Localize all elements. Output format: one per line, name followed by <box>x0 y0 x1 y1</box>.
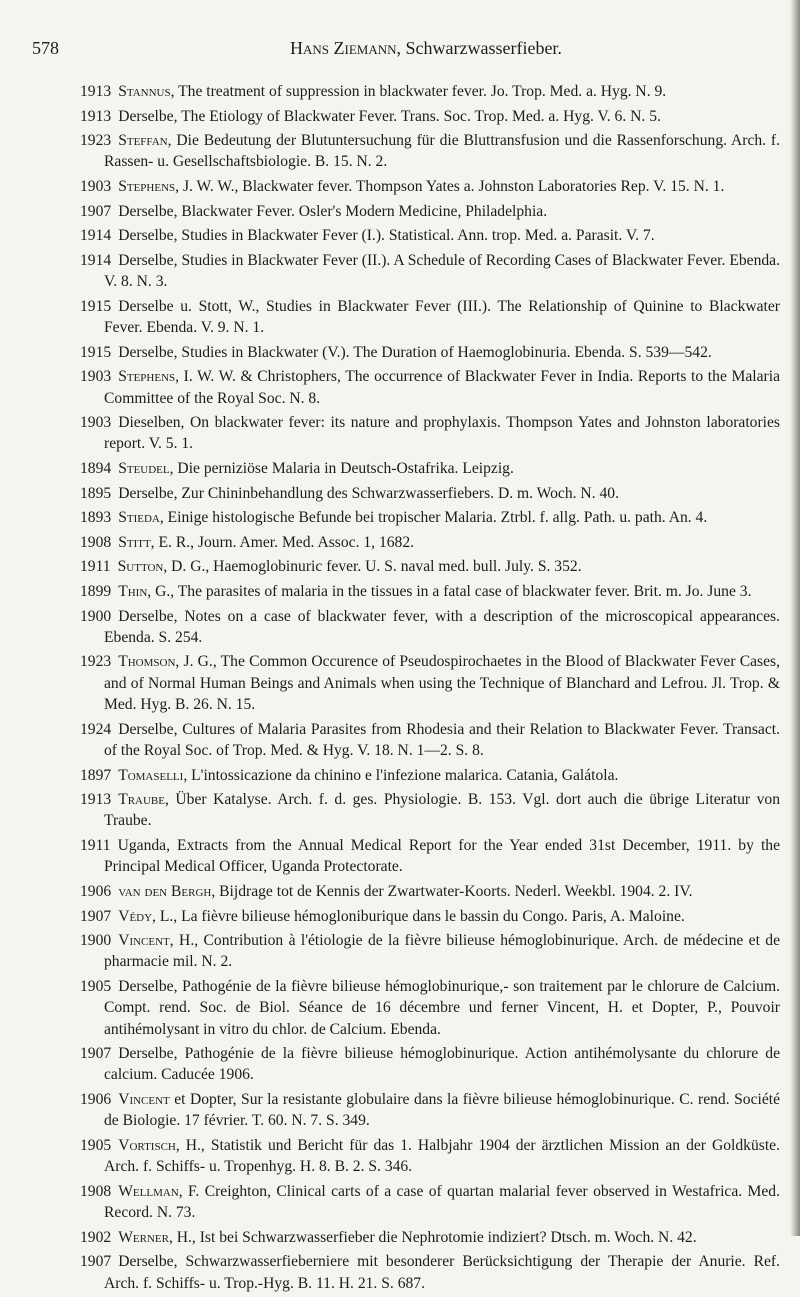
bibliography-entry <box>80 130 780 173</box>
entry-text: Dieselben, On blackwater fever: its nature and prophylaxis. Thompson Yates and Johnston laboratories report. V. 5. 1. <box>104 414 780 453</box>
entry-year: 1913 <box>80 791 112 809</box>
entry-year: 1899 <box>80 582 112 600</box>
entry-text: L'intossicazione da chinino e l'infezione malarica. Catania, Galátola. <box>187 766 619 784</box>
entry-year: 1915 <box>80 297 112 315</box>
entry-year: 1911 <box>80 558 111 576</box>
bibliography-entry <box>80 1181 780 1224</box>
entry-year: 1895 <box>80 484 112 502</box>
entry-year: 1903 <box>80 368 112 386</box>
entry-text: Derselbe, Studies in Blackwater Fever (I.). Statistical. Ann. trop. Med. a. Parasit. V. 7. <box>118 227 655 245</box>
entry-year: 1907 <box>80 202 112 220</box>
entry-author: Tomaselli, <box>118 766 188 784</box>
entry-text: Uganda, Extracts from the Annual Medical Report for the Year ended 31st December, 1911. by the Principal Medical Officer, Uganda Protectorate. <box>104 837 780 876</box>
entry-year: 1900 <box>80 607 112 625</box>
entry-author: Vincent, <box>118 932 174 950</box>
entry-year: 1911 <box>80 837 111 855</box>
entry-text: J. G., The Common Occurence of Pseudospirochaetes in the Blood of Blackwater Fever Cases, and of Normal Human Beings and Animals when using the Technique of Blanchard and Lefrou. Jl. Trop. & Med. Hyg. B. 26. N. 15. <box>104 653 780 714</box>
bibliography-entry <box>80 342 780 363</box>
entry-text: Derselbe, Studies in Blackwater Fever (II.). A Schedule of Recording Cases of Blackwater Fever. Ebenda. V. 8. N. 3. <box>104 251 780 291</box>
entry-author: Stannus, <box>118 83 175 100</box>
entry-year: 1893 <box>80 509 112 527</box>
entry-text: H., Statistik und Bericht für das 1. Halbjahr 1904 der ärztlichen Mission an der Goldküste. Arch. f. Schiffs- u. Tropenhyg. H. 8. B. 2. S. 346. <box>104 1136 780 1176</box>
bibliography-entry <box>80 606 780 649</box>
entry-author: Sutton, <box>117 558 168 576</box>
entry-year: 1897 <box>80 766 112 784</box>
entry-author: Stephens, <box>118 178 180 196</box>
entry-year: 1914 <box>80 251 112 269</box>
bibliography-entry <box>80 250 780 293</box>
entry-text: The treatment of suppression in blackwater fever. Jo. Trop. Med. a. Hyg. N. 9. <box>174 83 667 100</box>
entry-author: Thomson, <box>118 653 180 671</box>
bibliography-entry <box>80 483 780 504</box>
entry-year: 1906 <box>80 1091 112 1109</box>
entry-year: 1915 <box>80 343 112 361</box>
entry-text: G., The parasites of malaria in the tissues in a fatal case of blackwater fever. Brit. m. Jo. June 3. <box>151 582 752 600</box>
bibliography-entry <box>80 366 780 409</box>
entry-author: Stieda, <box>118 509 164 527</box>
entry-author: Stephens, <box>118 368 180 386</box>
entry-text: Einige histologische Befunde bei tropischer Malaria. Ztrbl. f. allg. Path. u. path. An. 4. <box>163 509 708 527</box>
entry-author: Védy, <box>118 907 156 925</box>
bibliography-entry <box>80 507 780 528</box>
entry-year: 1913 <box>80 107 112 125</box>
bibliography-entry <box>80 581 780 602</box>
bibliography-entry <box>80 651 780 715</box>
entry-author: Steudel, <box>118 460 174 478</box>
bibliography-entry <box>80 976 780 1040</box>
bibliography-entry <box>80 765 780 786</box>
bibliography-entry <box>80 1227 780 1248</box>
entry-text: Derselbe, Pathogénie de la fièvre bilieuse hémoglobinurique. Action antihémolysante du chlorure de calcium. Caducée 1906. <box>104 1045 780 1084</box>
entry-text: Die Bedeutung der Blutuntersuchung für die Bluttransfusion und die Rassenforschung. Arch. f. Rassen- u. Gesellschaftsbiologie. B. 15. N. 2. <box>104 132 780 171</box>
entry-year: 1903 <box>80 414 112 432</box>
entry-author: Werner, <box>118 1228 173 1246</box>
header-author: Hans Ziemann <box>290 38 397 58</box>
entry-year: 1900 <box>80 932 112 950</box>
entry-year: 1894 <box>80 460 112 478</box>
bibliography-entry <box>80 225 780 246</box>
bibliography-entry <box>80 532 780 553</box>
header-title-rest: , Schwarzwasserfieber. <box>396 38 562 58</box>
entry-year: 1913 <box>80 83 112 100</box>
entry-year: 1924 <box>80 720 112 738</box>
entry-year: 1903 <box>80 178 112 196</box>
bibliography-list <box>80 81 780 1297</box>
page-number: 578 <box>32 38 59 58</box>
entry-year: 1902 <box>80 1228 112 1246</box>
entry-text: Derselbe u. Stott, W., Studies in Blackwater Fever (III.). The Relationship of Quinine to Blackwater Fever. Ebenda. V. 9. N. 1. <box>104 297 780 337</box>
bibliography-entry <box>80 458 780 479</box>
entry-year: 1908 <box>80 533 112 551</box>
bibliography-entry <box>80 296 780 339</box>
page-edge-shadow <box>790 0 800 1236</box>
entry-author: Traube, <box>118 791 169 809</box>
bibliography-entry <box>80 1089 780 1132</box>
entry-text: et Dopter, Sur la resistante globulaire dans la fièvre bilieuse hémoglobinurique. C. rend. Société de Biologie. 17 février. T. 60. N. 7. S. 349. <box>104 1091 780 1130</box>
entry-text: Derselbe, Cultures of Malaria Parasites from Rhodesia and their Relation to Blackwater Fever. Transact. of the Royal Soc. of Trop. Med. & Hyg. V. 18. N. 1—2. S. 8. <box>104 720 780 759</box>
entry-author: Stitt, <box>118 533 155 551</box>
entry-text: Derselbe, The Etiology of Blackwater Fever. Trans. Soc. Trop. Med. a. Hyg. V. 6. N. 5. <box>118 107 661 125</box>
entry-year: 1923 <box>80 132 112 150</box>
bibliography-entry <box>80 881 780 902</box>
entry-author: Vincent <box>118 1091 170 1109</box>
running-header <box>32 38 752 64</box>
entry-text: Derselbe, Pathogénie de la fièvre bilieuse hémoglobinurique,- son traitement par le chlorure de Calcium. Compt. rend. Soc. de Biol. Séance de 16 décembre und ferner Vincent, H. et Dopter, P., Pouvoir antihémolysant in vitro du chlor. de Calcium. Ebenda. <box>104 978 780 1038</box>
entry-text: H., Contribution à l'étiologie de la fièvre bilieuse hémoglobinurique. Arch. de médecine et de pharmacie mil. N. 2. <box>104 932 780 971</box>
entry-text: L., La fièvre bilieuse hémogloniburique dans le bassin du Congo. Paris, A. Maloine. <box>155 907 685 925</box>
entry-text: Derselbe, Blackwater Fever. Osler's Modern Medicine, Philadelphia. <box>118 202 548 220</box>
bibliography-entry <box>80 835 780 878</box>
bibliography-entry <box>80 1135 780 1178</box>
entry-author: van den Bergh, <box>118 882 216 900</box>
bibliography-entry <box>80 789 780 832</box>
entry-year: 1905 <box>80 1136 112 1154</box>
entry-year: 1923 <box>80 653 112 671</box>
bibliography-entry <box>80 106 780 127</box>
entry-author: Wellman, <box>118 1182 183 1200</box>
entry-text: Bijdrage tot de Kennis der Zwartwater-Koorts. Nederl. Weekbl. 1904. 2. IV. <box>215 882 693 900</box>
entry-text: I. W. W. & Christophers, The occurrence of Blackwater Fever in India. Reports to the Malaria Committee of the Royal Soc. N. 8. <box>104 368 780 407</box>
entry-year: 1906 <box>80 882 112 900</box>
entry-text: Derselbe, Schwarzwasserfieberniere mit besonderer Berücksichtigung der Therapie der Anurie. Ref. Arch. f. Schiffs- u. Trop.-Hyg. B. 11. H. 21. S. 687. <box>104 1253 780 1292</box>
entry-text: D. G., Haemoglobinuric fever. U. S. naval med. bull. July. S. 352. <box>167 558 582 576</box>
bibliography-entry <box>80 81 780 102</box>
bibliography-entry <box>80 1251 780 1294</box>
entry-text: E. R., Journ. Amer. Med. Assoc. 1, 1682. <box>154 533 415 551</box>
bibliography-entry <box>80 412 780 455</box>
entry-year: 1907 <box>80 907 112 925</box>
bibliography-entry <box>80 556 780 577</box>
bibliography-entry <box>80 906 780 927</box>
bibliography-entry <box>80 201 780 222</box>
bibliography-entry <box>80 176 780 197</box>
entry-year: 1907 <box>80 1253 112 1271</box>
entry-text: F. Creighton, Clinical carts of a case of quartan malarial fever observed in Westafrica. Med. Record. N. 73. <box>104 1182 780 1222</box>
entry-year: 1907 <box>80 1045 112 1063</box>
entry-author: Vortisch, <box>118 1136 180 1154</box>
entry-text: Derselbe, Studies in Blackwater (V.). The Duration of Haemoglobinuria. Ebenda. S. 539—542. <box>118 343 712 361</box>
bibliography-entry <box>80 930 780 973</box>
entry-text: Derselbe, Notes on a case of blackwater fever, with a description of the microscopical appearances. Ebenda. S. 254. <box>104 607 780 646</box>
entry-author: Thin, <box>118 582 152 600</box>
bibliography-entry <box>80 719 780 762</box>
entry-text: Derselbe, Zur Chininbehandlung des Schwarzwasserfiebers. D. m. Woch. N. 40. <box>118 484 619 502</box>
entry-author: Steffan, <box>118 132 172 150</box>
entry-year: 1905 <box>80 978 112 995</box>
entry-text: Die perniziöse Malaria in Deutsch-Ostafrika. Leipzig. <box>173 460 514 478</box>
entry-text: H., Ist bei Schwarzwasserfieber die Nephrotomie indiziert? Dtsch. m. Woch. N. 42. <box>172 1228 697 1246</box>
entry-text: Über Katalyse. Arch. f. d. ges. Physiologie. B. 153. Vgl. dort auch die übrige Literatur von Traube. <box>104 791 780 830</box>
entry-year: 1908 <box>80 1182 112 1200</box>
running-title <box>290 38 562 59</box>
entry-year: 1914 <box>80 227 112 245</box>
entry-text: J. W. W., Blackwater fever. Thompson Yates a. Johnston Laboratories Rep. V. 15. N. 1. <box>179 178 725 196</box>
bibliography-entry <box>80 1043 780 1086</box>
